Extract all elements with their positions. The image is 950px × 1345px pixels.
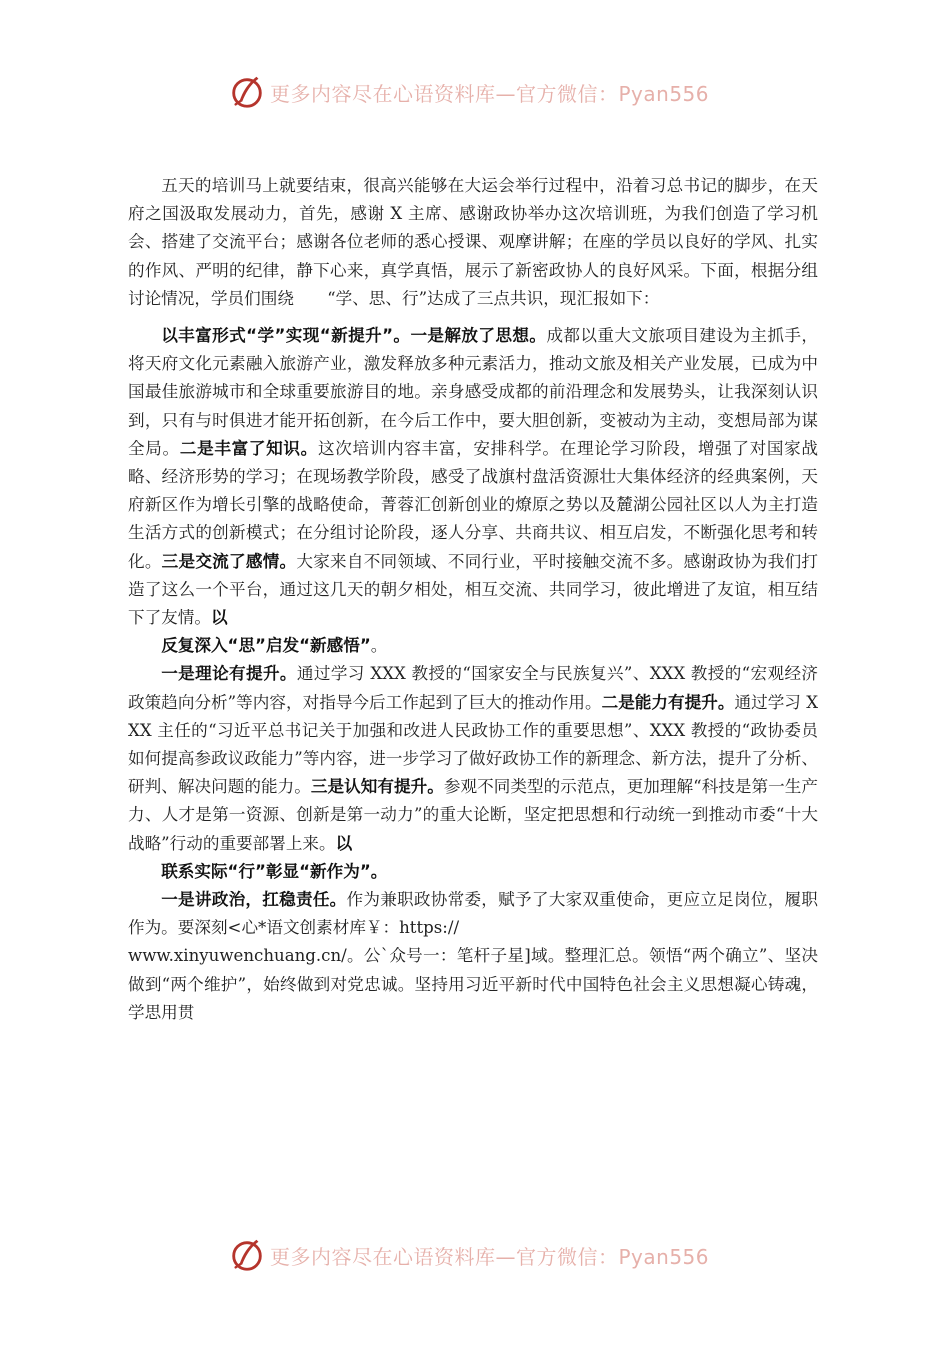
- section-1-point-1-title: 一是解放了思想。: [410, 326, 547, 346]
- section-3-heading: 联系实际“行”彰显“新作为”。: [161, 861, 388, 881]
- quill-logo-icon: [228, 73, 266, 111]
- section-2-trailing-bold: 以: [335, 833, 353, 853]
- section-3-paragraph-continued: www.xinyuwenchuang.cn/。公`众号一：笔杆子星]域。整理汇总。领悟“两个确立”、坚决做到“两个维护”，始终做到对党忠诚。坚持用习近平新时代中国特色社会主义思想凝心铸魂，学思用贯: [128, 946, 818, 1022]
- section-2-heading-tail: 。: [370, 636, 388, 656]
- section-2-point-2-title: 二是能力有提升。: [601, 692, 735, 712]
- section-2-heading-line: [128, 632, 818, 660]
- banner-text: 更多内容尽在心语资料库—官方微信：Pyan556: [270, 1244, 710, 1269]
- document-body: [128, 172, 818, 1027]
- section-3-point-1-text: 作为兼职政协常委，赋予了大家双重使命，更应立足岗位，履职作为。要深刻<心*语文创素材库￥：https://: [128, 890, 818, 938]
- section-2-point-3-title: 三是认知有提升。: [310, 777, 444, 797]
- banner-text: 更多内容尽在心语资料库—官方微信：Pyan556: [270, 81, 710, 106]
- section-2-paragraph: [128, 660, 818, 857]
- section-1-paragraph: [128, 322, 818, 632]
- section-2-point-1-text: 通过学习 XXX 教授的“国家安全与民族复兴”、XXX 教授的“宏观经济政策趋向分析”等内容，对指导今后工作起到了巨大的推动作用。: [128, 664, 818, 712]
- section-2-point-3-text: 参观不同类型的示范点，更加理解“科技是第一生产力、人才是第一资源、创新是第一动力”的重大论断，坚定把思想和行动统一到推动市委“十大战略”行动的重要部署上来。: [128, 777, 819, 853]
- section-3-paragraph: [128, 886, 818, 942]
- header-watermark-banner: [228, 70, 748, 114]
- section-1-point-3-title: 三是交流了感情。: [161, 551, 297, 571]
- section-3-heading-line: [128, 858, 818, 886]
- footer-watermark-banner: [228, 1233, 748, 1277]
- section-3-point-1-title: 一是讲政治，扛稳责任。: [161, 890, 347, 910]
- section-1-point-2-title: 二是丰富了知识。: [179, 438, 318, 458]
- section-2-point-2-text: 通过学习 XXX 主任的“习近平总书记关于加强和改进人民政协工作的重要思想”、XXX 教授的“政协委员如何提高参政议政能力”等内容，进一步学习了做好政协工作的新理念、新方法，提升了分析、研判、解决问题的能力。: [128, 692, 819, 797]
- section-2-point-1-title: 一是理论有提升。: [161, 664, 297, 684]
- section-1-heading: 以丰富形式“学”实现“新提升”。: [161, 326, 411, 346]
- quill-logo-icon: [228, 1236, 266, 1274]
- section-1-point-2-text: 这次培训内容丰富，安排科学。在理论学习阶段，增强了对国家战略、经济形势的学习；在现场教学阶段，感受了战旗村盘活资源壮大集体经济的经典案例，天府新区作为增长引擎的战略使命，菁蓉汇创新创业的燎原之势以及麓湖公园社区以人为主打造生活方式的创新模式；在分组讨论阶段，逐人分享、共商共议、相互启发，不断强化思考和转化。: [128, 438, 819, 571]
- section-1-trailing-bold: 以: [210, 608, 228, 628]
- intro-paragraph: 五天的培训马上就要结束，很高兴能够在大运会举行过程中，沿着习总书记的脚步，在天府之国汲取发展动力，首先，感谢 X 主席、感谢政协举办这次培训班，为我们创造了学习机会、搭建了交流平台；感谢各位老师的悉心授课、观摩讲解；在座的学员以良好的学风、扎实的作风、严明的纪律，静下心来，真学真悟，展示了新密政协人的良好风采。下面，根据分组讨论情况，学员们围绕 “学、思、行”达成了三点共识，现汇报如下：: [128, 176, 818, 308]
- section-2-heading: 反复深入“思”启发“新感悟”: [161, 636, 371, 656]
- section-1-point-3-text: 大家来自不同领域、不同行业，平时接触交流不多。感谢政协为我们打造了这么一个平台，通过这几天的朝夕相处，相互交流、共同学习，彼此增进了友谊，相互结下了友情。: [128, 551, 819, 628]
- section-1-point-1-text: 成都以重大文旅项目建设为主抓手，将天府文化元素融入旅游产业，激发释放多种元素活力，推动文旅及相关产业发展，已成为中国最佳旅游城市和全球重要旅游目的地。亲身感受成都的前沿理念和发展势头，让我深刻认识到，只有与时俱进才能开拓创新，在今后工作中，要大胆创新，变被动为主动，变想局部为谋全局。: [128, 326, 819, 458]
